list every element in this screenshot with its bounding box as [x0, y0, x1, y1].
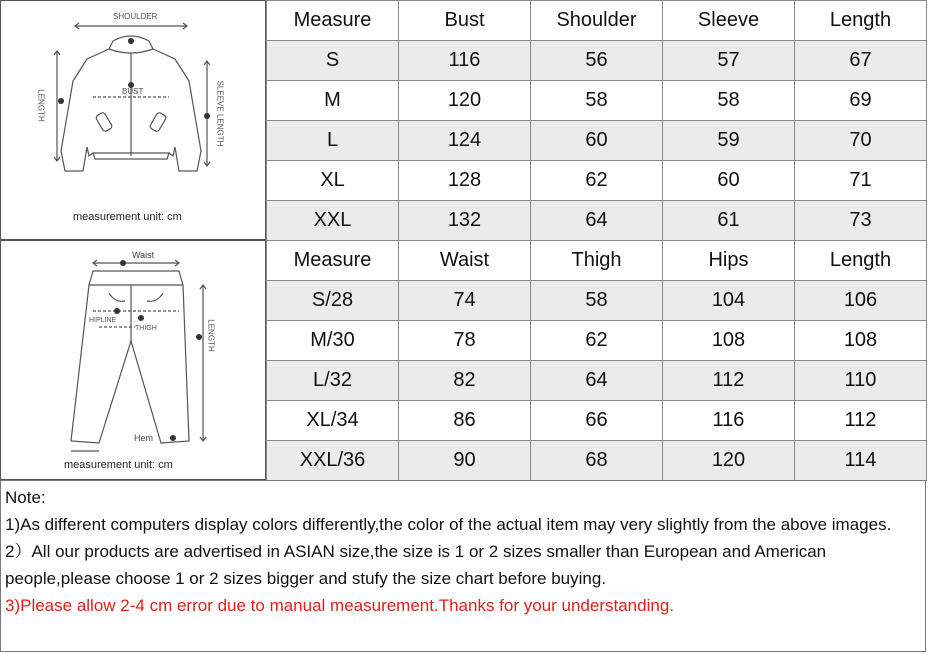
pants-measurement-diagram — [0, 240, 266, 480]
measurement-cell: 104 — [663, 281, 795, 321]
measurement-cell: 58 — [531, 81, 663, 121]
measurement-cell: 106 — [795, 281, 927, 321]
table-row — [267, 361, 927, 401]
waist-marker — [120, 260, 126, 266]
measurement-cell: 60 — [531, 121, 663, 161]
measurement-cell: 82 — [399, 361, 531, 401]
measurement-cell: 68 — [531, 441, 663, 481]
thigh-label: THIGH — [135, 325, 157, 332]
size-label-cell: L/32 — [267, 361, 399, 401]
table-row — [267, 281, 927, 321]
pants-size-section — [0, 240, 928, 480]
pants-size-table — [266, 240, 927, 481]
measurement-cell: 90 — [399, 441, 531, 481]
measurement-cell: 116 — [399, 41, 531, 81]
measurement-cell: 120 — [663, 441, 795, 481]
jacket-column-header: Shoulder — [531, 1, 663, 41]
measurement-cell: 69 — [795, 81, 927, 121]
size-label-cell: XL/34 — [267, 401, 399, 441]
jacket-measurement-diagram — [0, 0, 266, 240]
measurement-cell: 132 — [399, 201, 531, 241]
measurement-cell: 70 — [795, 121, 927, 161]
measurement-cell: 112 — [663, 361, 795, 401]
measurement-cell: 110 — [795, 361, 927, 401]
measurement-cell: 57 — [663, 41, 795, 81]
length-marker — [58, 98, 64, 104]
sleeve-marker — [204, 113, 210, 119]
pants-column-header: Waist — [399, 241, 531, 281]
thigh-marker — [138, 315, 144, 321]
pants-column-header: Thigh — [531, 241, 663, 281]
pants-length-label: LENGTH — [206, 319, 216, 352]
notes-title: Note: — [5, 488, 46, 507]
measurement-cell: 73 — [795, 201, 927, 241]
sleeve-length-label: SLEEVE LENGTH — [215, 80, 225, 147]
table-row — [267, 41, 927, 81]
jacket-unit-caption: measurement unit: cm — [73, 211, 182, 223]
jacket-size-section — [0, 0, 928, 240]
jacket-column-header: Measure — [267, 1, 399, 41]
measurement-cell: 108 — [663, 321, 795, 361]
note-color-disclaimer: 1)As different computers display colors differently,the color of the actual item may very slightly from the above images. — [5, 515, 892, 534]
measurement-cell: 59 — [663, 121, 795, 161]
measurement-cell: 112 — [795, 401, 927, 441]
measurement-cell: 114 — [795, 441, 927, 481]
size-label-cell: XXL — [267, 201, 399, 241]
hem-marker — [170, 435, 176, 441]
jacket-column-header: Bust — [399, 1, 531, 41]
measurement-cell: 71 — [795, 161, 927, 201]
size-label-cell: S — [267, 41, 399, 81]
hem-label: Hem — [134, 433, 154, 443]
notes-box — [0, 480, 926, 652]
measurement-cell: 108 — [795, 321, 927, 361]
measurement-cell: 67 — [795, 41, 927, 81]
pants-column-header: Length — [795, 241, 927, 281]
jacket-size-table — [266, 0, 927, 241]
table-row — [267, 441, 927, 481]
measurement-cell: 116 — [663, 401, 795, 441]
note-asian-sizing: 2）All our products are advertised in ASIAN size,the size is 1 or 2 sizes smaller than European and American people,please choose 1 or 2 sizes bigger and stufy the size chart before buying. — [5, 542, 827, 588]
size-label-cell: XL — [267, 161, 399, 201]
hipline-marker — [114, 308, 120, 314]
measurement-cell: 66 — [531, 401, 663, 441]
shoulder-marker — [128, 38, 134, 44]
measurement-cell: 74 — [399, 281, 531, 321]
measurement-cell: 62 — [531, 161, 663, 201]
jacket-column-header: Length — [795, 1, 927, 41]
measurement-cell: 60 — [663, 161, 795, 201]
measurement-cell: 58 — [531, 281, 663, 321]
table-row — [267, 201, 927, 241]
size-label-cell: L — [267, 121, 399, 161]
length-label: LENGTH — [36, 89, 46, 122]
pants-header-row — [267, 241, 927, 281]
measurement-cell: 78 — [399, 321, 531, 361]
measurement-cell: 128 — [399, 161, 531, 201]
hipline-label: HIPLINE — [89, 317, 117, 324]
table-row — [267, 401, 927, 441]
pants-length-marker — [196, 334, 202, 340]
table-row — [267, 81, 927, 121]
measurement-cell: 64 — [531, 201, 663, 241]
bust-label: BUST — [122, 87, 144, 96]
waist-label: Waist — [132, 250, 155, 260]
measurement-cell: 62 — [531, 321, 663, 361]
pants-column-header: Measure — [267, 241, 399, 281]
jacket-header-row — [267, 1, 927, 41]
size-label-cell: M — [267, 81, 399, 121]
table-row — [267, 161, 927, 201]
measurement-cell: 56 — [531, 41, 663, 81]
size-label-cell: M/30 — [267, 321, 399, 361]
measurement-cell: 64 — [531, 361, 663, 401]
shoulder-label: SHOULDER — [113, 12, 158, 21]
measurement-cell: 120 — [399, 81, 531, 121]
pants-unit-caption: measurement unit: cm — [64, 459, 173, 471]
measurement-cell: 86 — [399, 401, 531, 441]
note-measurement-error: 3)Please allow 2-4 cm error due to manual measurement.Thanks for your understanding. — [5, 596, 675, 615]
pants-column-header: Hips — [663, 241, 795, 281]
jacket-column-header: Sleeve — [663, 1, 795, 41]
table-row — [267, 321, 927, 361]
size-label-cell: XXL/36 — [267, 441, 399, 481]
measurement-cell: 58 — [663, 81, 795, 121]
size-label-cell: S/28 — [267, 281, 399, 321]
table-row — [267, 121, 927, 161]
pants-sketch — [1, 241, 267, 481]
measurement-cell: 61 — [663, 201, 795, 241]
measurement-cell: 124 — [399, 121, 531, 161]
